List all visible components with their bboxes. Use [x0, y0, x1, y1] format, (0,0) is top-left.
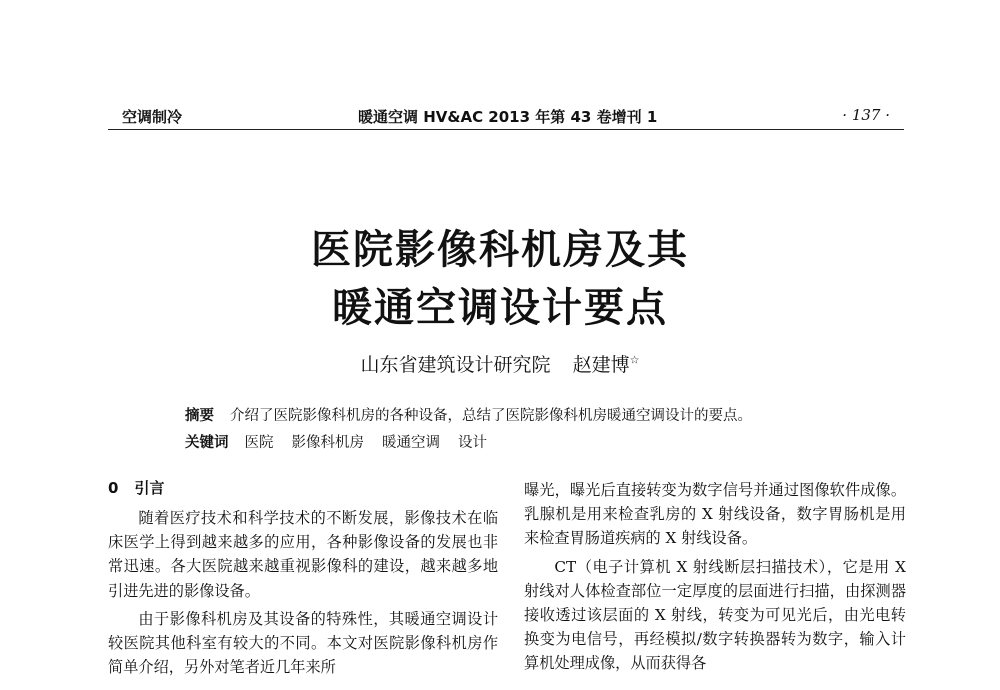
paragraph: 随着医疗技术和科学技术的不断发展，影像技术在临床医学上得到越来越多的应用，各种影像设备的发展也非常迅速。各大医院越来越重视影像科的建设，越来越多地引进先进的影像设备。: [108, 509, 498, 600]
body-column-left: [108, 478, 498, 679]
title-line-1: 医院影像科机房及其: [311, 227, 689, 273]
header-page-number: · 137 ·: [842, 106, 890, 124]
title-line-2: 暖通空调设计要点: [332, 285, 668, 331]
running-header: [108, 103, 904, 130]
abstract: [185, 404, 885, 425]
section-number: 0: [108, 479, 119, 497]
paragraph: 由于影像科机房及其设备的特殊性，其暖通空调设计较医院其他科室有较大的不同。本文对医院影像科机房作简单介绍，另外对笔者近几年来所: [108, 609, 498, 677]
header-journal: 暖通空调 HV&AC 2013 年第 43 卷增刊 1: [358, 108, 658, 126]
paragraph: 曝光，曝光后直接转变为数字信号并通过图像软件成像。乳腺机是用来检查乳房的 X 射线设备，数字胃肠机是用来检查胃肠道疾病的 X 射线设备。: [524, 481, 906, 548]
paragraph: CT（电子计算机 X 射线断层扫描技术），它是用 X 射线对人体检查部位一定厚度的层面进行扫描，由探测器接收透过该层面的 X 射线，转变为可见光后，由光电转换变为电信号，再经模拟/数字转换器转为数字，输入计算机处理成像，从而获得各: [524, 557, 906, 673]
header-section: 空调制冷: [122, 108, 183, 126]
body-column-right: [524, 478, 906, 676]
keyword: 设计: [458, 435, 487, 451]
section-heading: [108, 478, 498, 502]
author-mark: ☆: [629, 353, 640, 367]
author-affiliation: 山东省建筑设计研究院: [360, 354, 551, 376]
keywords: [185, 431, 885, 452]
keyword: 影像科机房: [291, 435, 364, 451]
abstract-label: 摘要: [185, 408, 214, 424]
keyword: 医院: [244, 435, 274, 451]
author-line: [0, 350, 1000, 377]
abstract-text: 介绍了医院影像科机房的各种设备，总结了医院影像科机房暖通空调设计的要点。: [230, 408, 752, 424]
section-title: 引言: [134, 479, 165, 497]
author-name: 赵建博: [572, 354, 630, 376]
keywords-label: 关键词: [185, 435, 229, 451]
keyword: 暖通空调: [382, 435, 440, 451]
